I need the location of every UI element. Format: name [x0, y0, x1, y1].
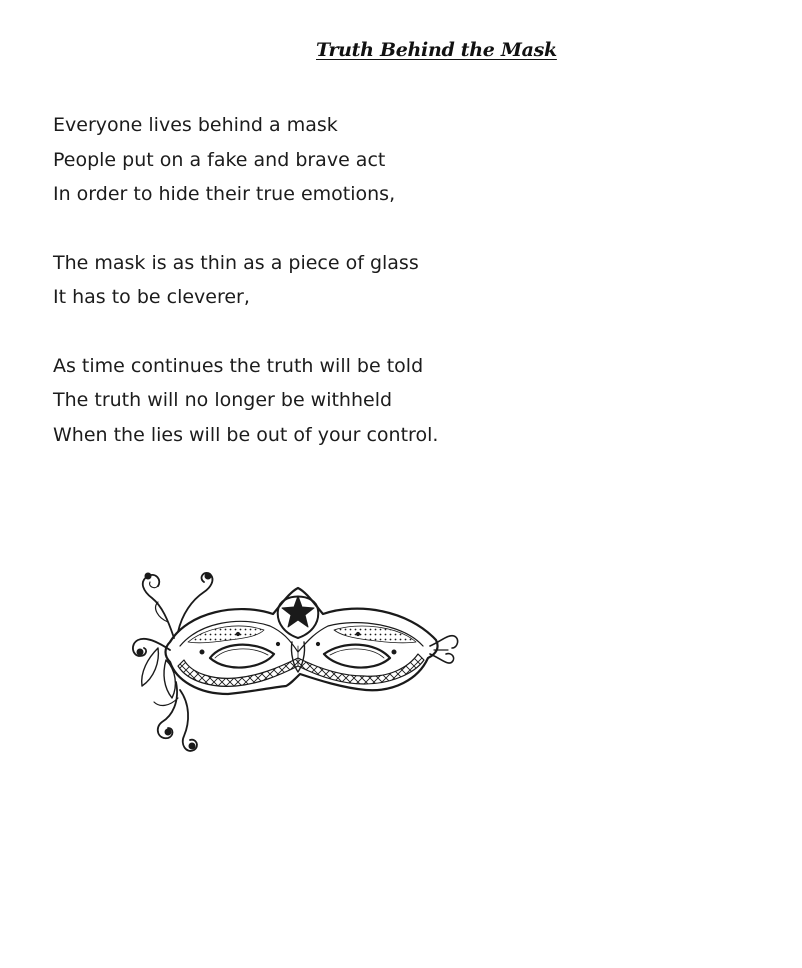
poem-line: The mask is as thin as a piece of glass: [53, 251, 419, 274]
poem-line: The truth will no longer be withheld: [53, 389, 393, 411]
poem-line: When the lies will be out of your control.: [53, 423, 439, 446]
stanza-1: [53, 108, 438, 212]
stanza-3: [53, 349, 438, 453]
poem-body: [53, 108, 438, 486]
poem-line: As time continues the truth will be told: [53, 354, 424, 377]
poem-title: Truth Behind the Mask: [316, 39, 557, 61]
poem-line: Everyone lives behind a mask: [53, 114, 338, 136]
poem-line: It has to be cleverer,: [53, 286, 250, 308]
masquerade-mask-illustration: [118, 562, 464, 758]
poem-line: People put on a fake and brave act: [53, 148, 386, 171]
poem-line: In order to hide their true emotions,: [53, 183, 396, 205]
stanza-2: [53, 246, 438, 315]
